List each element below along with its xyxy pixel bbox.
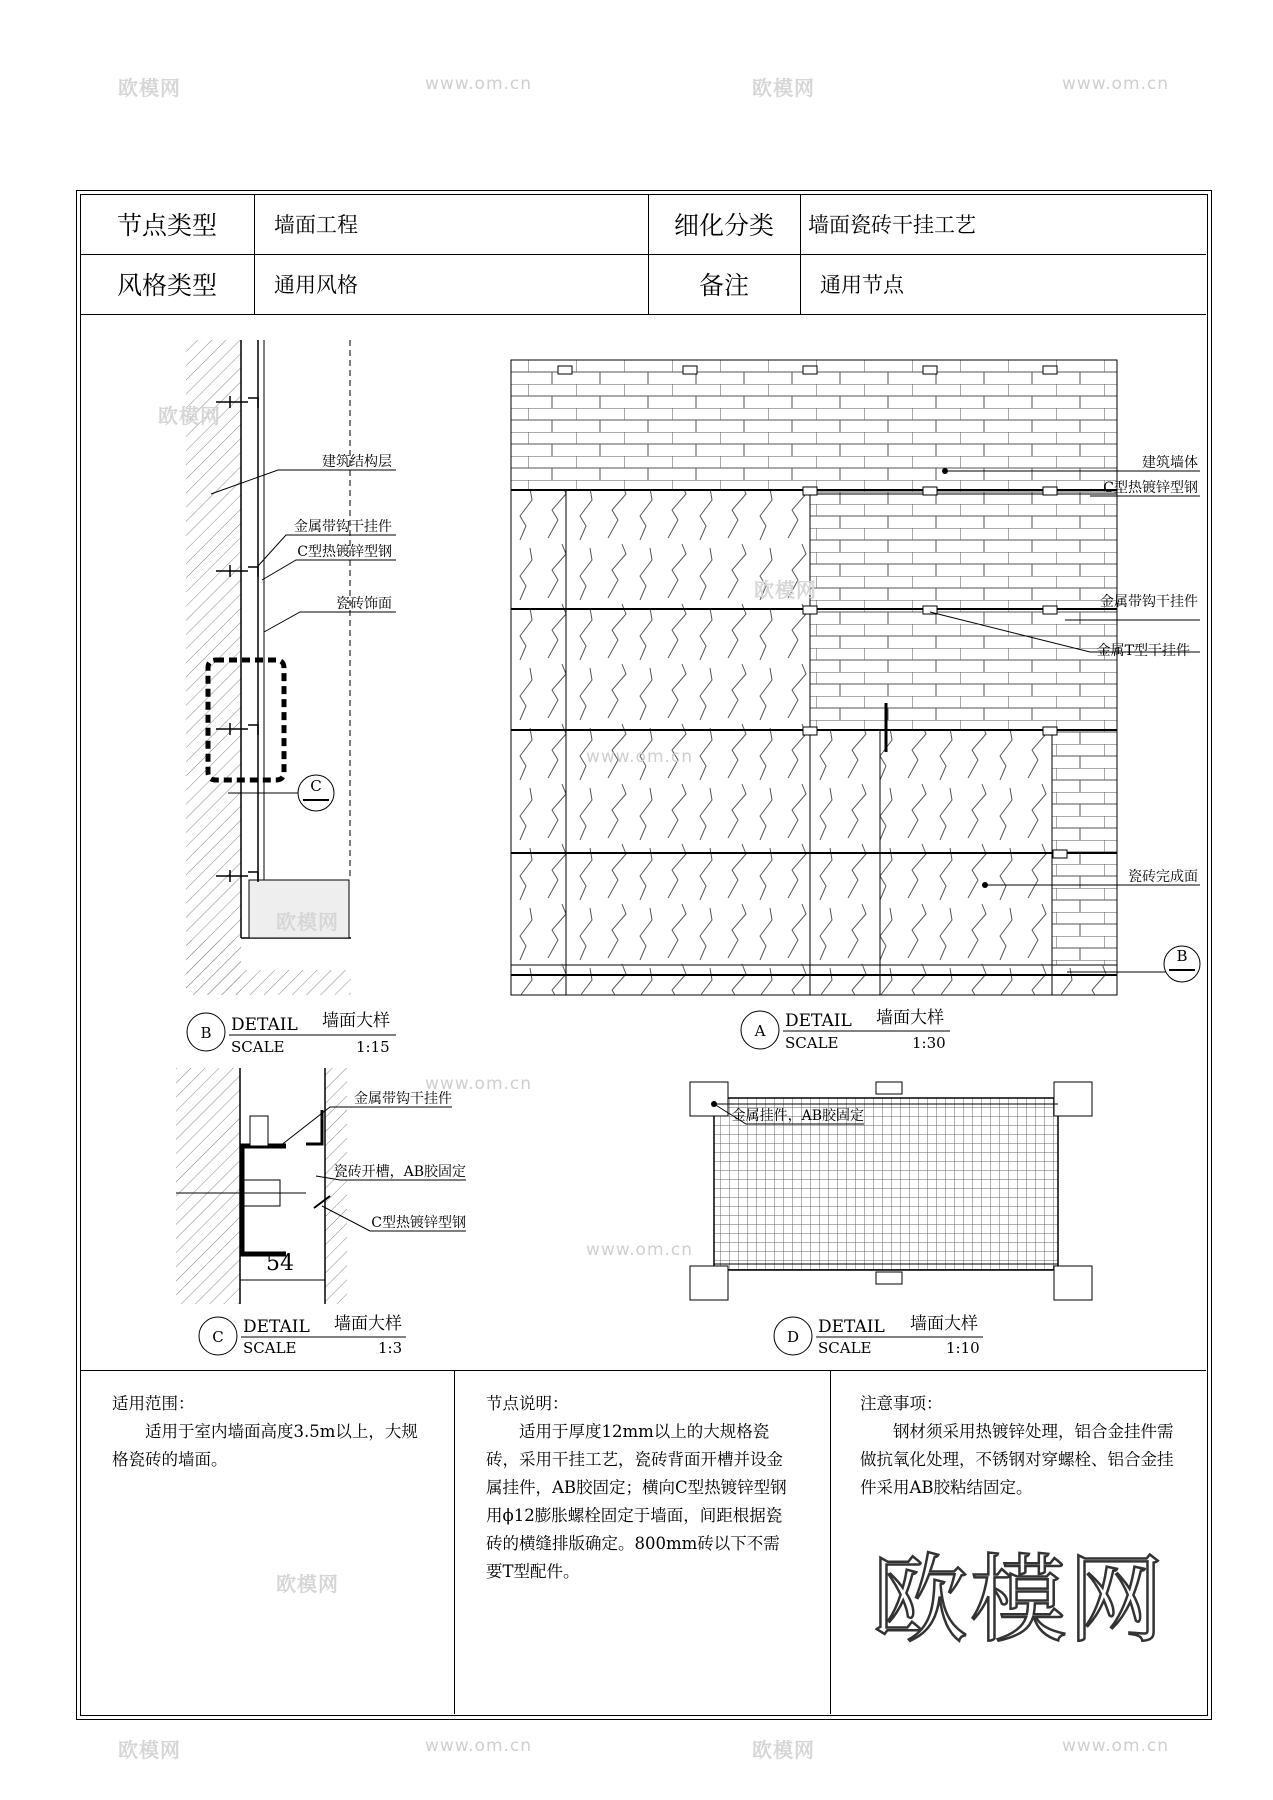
detail-d-title: 墙面大样 [910,1314,978,1334]
watermark-url: www.om.cn [425,74,533,94]
node-description-title: 节点说明： [486,1394,569,1413]
detail-a-caption [741,1008,950,1052]
sub-class-value: 墙面瓷砖干挂工艺 [808,213,976,237]
detail-c-title: 墙面大样 [334,1314,402,1334]
remark-label: 备注 [698,271,749,300]
detail-b-label-1: 金属带钩干挂件 [294,519,392,535]
detail-c-label-0: 金属带钩干挂件 [354,1091,452,1107]
detail-c-detail-word: DETAIL [243,1317,310,1337]
caution-note [860,1390,1180,1502]
brand-logo: 欧模网 [872,1544,1166,1656]
detail-a-title: 墙面大样 [876,1008,944,1028]
node-description-note [486,1390,796,1586]
detail-a-drawing [511,360,1200,995]
notes-top-line [80,1370,1206,1371]
watermark-url: www.om.cn [586,1240,694,1260]
detail-b-detail-word: DETAIL [231,1015,298,1035]
detail-a-label-2: 金属带钩干挂件 [1100,594,1198,610]
remark-value: 通用节点 [820,273,904,297]
watermark-url: www.om.cn [425,1736,533,1756]
detail-c-label-2: C型热镀锌型钢 [371,1215,466,1231]
detail-a-scale: 1:30 [912,1034,946,1052]
watermark-url: www.om.cn [586,747,694,767]
style-value: 通用风格 [274,273,358,297]
detail-c-scale-word: SCALE [243,1339,297,1357]
notes-col-divider [830,1370,831,1714]
style-label: 风格类型 [116,271,217,300]
scope-title: 适用范围： [112,1394,195,1413]
watermark-logo: 欧模网 [158,404,221,428]
node-type-label: 节点类型 [116,211,217,240]
watermark-logo: 欧模网 [276,910,339,934]
watermark-logo: 欧模网 [276,1572,339,1596]
watermark-url: www.om.cn [1062,1736,1170,1756]
node-type-value: 墙面工程 [274,213,358,237]
detail-d-detail-word: DETAIL [818,1317,885,1337]
detail-d-label-0: 金属挂件，AB胶固定 [731,1108,864,1124]
detail-b-scale-word: SCALE [231,1038,285,1056]
watermark-logo: 欧模网 [118,1738,181,1762]
detail-a-detail-word: DETAIL [785,1011,852,1031]
watermark-logo: 欧模网 [752,1738,815,1762]
scope-body: 适用于室内墙面高度3.5m以上，大规格瓷砖的墙面。 [112,1422,418,1469]
detail-a-scale-word: SCALE [785,1034,839,1052]
detail-d-scale-word: SCALE [818,1339,872,1357]
caution-title: 注意事项： [860,1394,943,1413]
sub-class-label: 细化分类 [673,211,774,240]
node-description-body: 适用于厚度12mm以上的大规格瓷砖，采用干挂工艺，瓷砖背面开槽并设金属挂件，AB胶固定；横向C型热镀锌型钢用ϕ12膨胀螺栓固定于墙面，间距根据瓷砖的横缝排版确定。800mm砖以下不需要T型配件。 [486,1422,787,1581]
detail-b-scale: 1:15 [356,1038,390,1056]
detail-b-callout: C [310,777,322,795]
watermark-url: www.om.cn [1062,74,1170,94]
caution-body: 钢材须采用热镀锌处理，铝合金挂件需做抗氧化处理，不锈钢对穿螺栓、铝合金挂件采用AB胶粘结固定。 [860,1422,1174,1497]
detail-c-drawing [176,1068,466,1304]
notes-col-divider [454,1370,455,1714]
detail-a-label-3: 金属T型干挂件 [1096,643,1190,659]
detail-a-marker: A [754,1022,766,1040]
detail-d-caption [774,1314,983,1357]
detail-a-label-4: 瓷砖完成面 [1128,869,1198,885]
detail-c-dimension: 54 [266,1251,294,1276]
detail-b-marker: B [200,1024,212,1042]
detail-a-callout: B [1176,947,1188,965]
detail-c-scale: 1:3 [378,1339,403,1357]
watermark-logo: 欧模网 [752,76,815,100]
detail-b-drawing [186,340,396,995]
detail-a-label-1: C型热镀锌型钢 [1103,480,1198,496]
detail-c-marker: C [212,1328,224,1346]
detail-d-marker: D [786,1328,800,1346]
detail-d-drawing [690,1082,1092,1300]
watermark-url: www.om.cn [425,1074,533,1094]
detail-b-title: 墙面大样 [322,1011,390,1031]
watermark-logo: 欧模网 [754,578,817,602]
detail-a-label-0: 建筑墙体 [1142,455,1198,471]
detail-b-label-3: 瓷砖饰面 [336,596,392,612]
watermark-logo: 欧模网 [118,76,181,100]
detail-b-caption [187,1011,396,1056]
detail-c-label-1: 瓷砖开槽，AB胶固定 [333,1164,466,1180]
scope-note [112,1390,430,1474]
detail-c-caption [199,1314,406,1357]
detail-b-label-0: 建筑结构层 [322,454,392,470]
detail-b-label-2: C型热镀锌型钢 [297,544,392,560]
detail-d-scale: 1:10 [946,1339,980,1357]
